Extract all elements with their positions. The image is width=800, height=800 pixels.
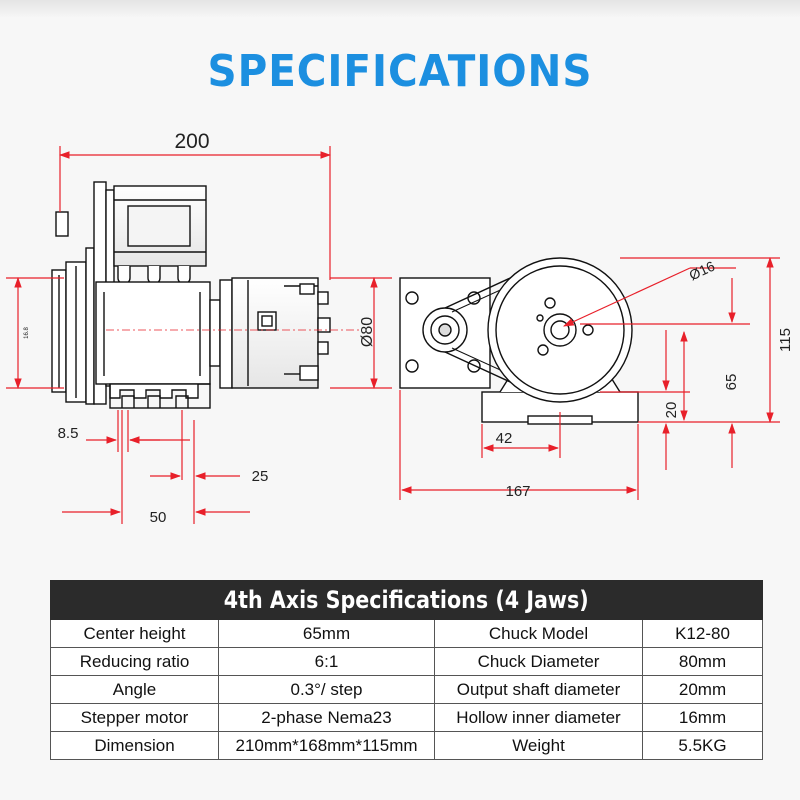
spec-value: 6:1 xyxy=(219,648,435,676)
spec-value: K12-80 xyxy=(643,620,763,648)
spec-label: Stepper motor xyxy=(51,704,219,732)
spec-label: Center height xyxy=(51,620,219,648)
dim-42: 42 xyxy=(495,430,513,447)
spec-label: Chuck Model xyxy=(435,620,643,648)
dim-8-5: 8.5 xyxy=(57,425,79,442)
spec-table xyxy=(50,580,763,760)
dim-20: 20 xyxy=(663,401,680,419)
table-row xyxy=(51,620,763,648)
spec-value: 5.5KG xyxy=(643,732,763,760)
spec-label: Weight xyxy=(435,732,643,760)
spec-table-header-row xyxy=(51,581,763,620)
table-row xyxy=(51,648,763,676)
dim-hole-diameter: Ø16 xyxy=(686,257,718,284)
spec-label: Reducing ratio xyxy=(51,648,219,676)
dim-length-200: 200 xyxy=(174,130,210,153)
table-row xyxy=(51,676,763,704)
table-row xyxy=(51,704,763,732)
page-title: SPECIFICATIONS xyxy=(207,46,593,97)
spec-table-heading: 4th Axis Specifications (4 Jaws) xyxy=(51,581,763,620)
spec-value: 20mm xyxy=(643,676,763,704)
dim-25: 25 xyxy=(251,468,269,485)
dim-65: 65 xyxy=(723,373,740,391)
table-row xyxy=(51,732,763,760)
spec-label: Hollow inner diameter xyxy=(435,704,643,732)
spec-value: 16mm xyxy=(643,704,763,732)
spec-label: Output shaft diameter xyxy=(435,676,643,704)
dim-pulley-small: 16.8 xyxy=(24,327,30,339)
spec-value: 0.3°/ step xyxy=(219,676,435,704)
dim-50: 50 xyxy=(149,509,167,526)
dim-115: 115 xyxy=(777,328,794,352)
spec-label: Dimension xyxy=(51,732,219,760)
dim-167: 167 xyxy=(505,483,531,500)
spec-value: 80mm xyxy=(643,648,763,676)
spec-label: Angle xyxy=(51,676,219,704)
spec-value: 2-phase Nema23 xyxy=(219,704,435,732)
spec-value: 65mm xyxy=(219,620,435,648)
front-view xyxy=(400,258,638,424)
side-view xyxy=(52,182,330,408)
dim-chuck-diameter: Ø80 xyxy=(359,316,376,348)
spec-value: 210mm*168mm*115mm xyxy=(219,732,435,760)
spec-label: Chuck Diameter xyxy=(435,648,643,676)
